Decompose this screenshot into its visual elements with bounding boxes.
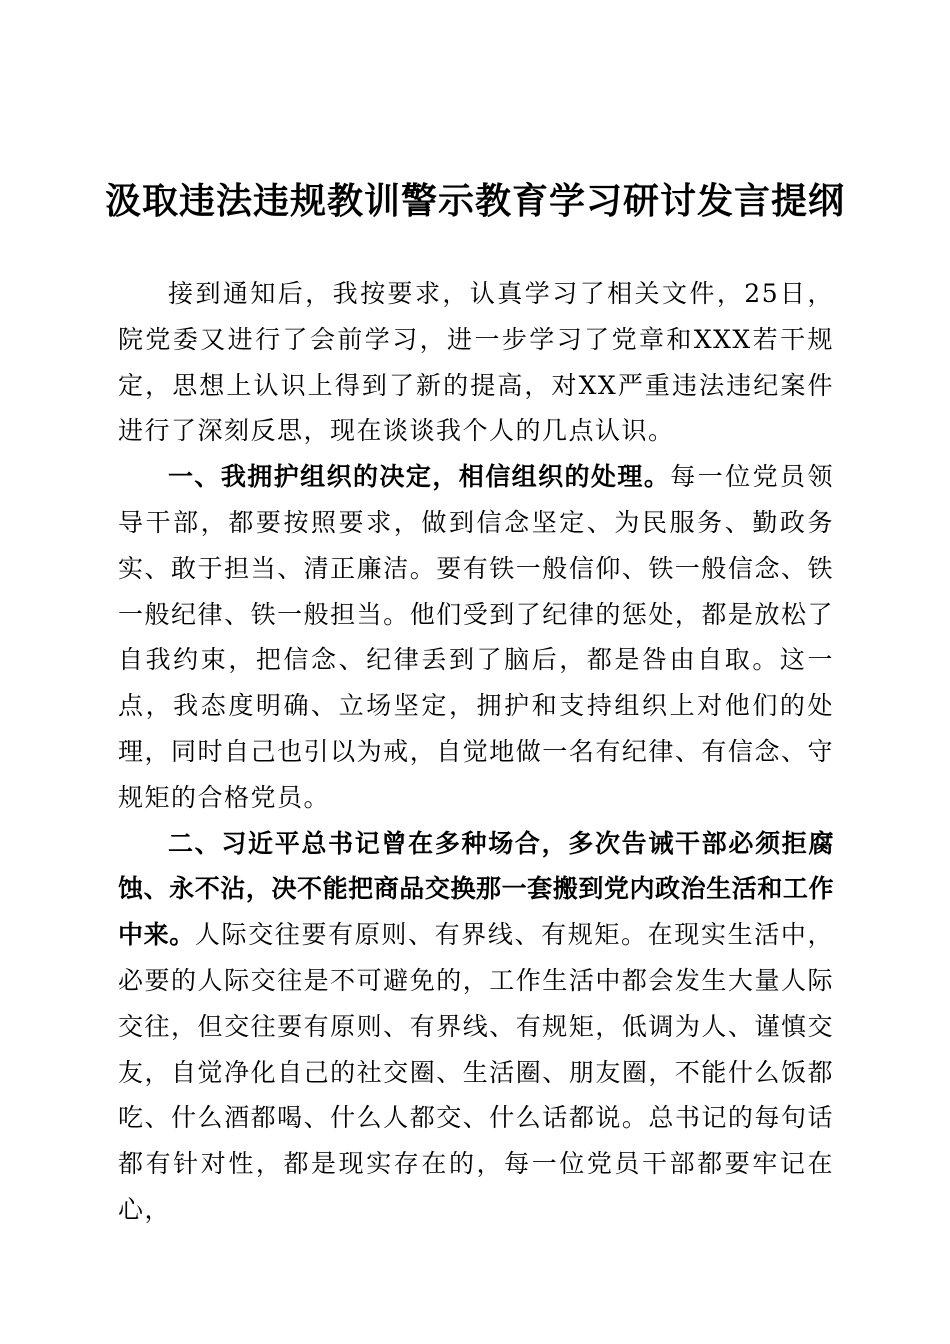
paragraph-intro — [118, 271, 834, 454]
paragraph-text: 接到通知后，我按要求，认真学习了相关文件，25日，院党委又进行了会前学习，进一步学习了党章和XXX若干规定，思想上认识上得到了新的提高，对XX严重违法违纪案件进行了深刻反思，现在谈谈我个人的几点认识。 — [118, 279, 834, 446]
paragraph-text: 人际交往要有原则、有界线、有规矩。在现实生活中，必要的人际交往是不可避免的，工作生活中都会发生大量人际交往，但交往要有原则、有界线、有规矩，低调为人、谨慎交友，自觉净化自己的社交圈、生活圈、朋友圈，不能什么饭都吃、什么酒都喝、什么人都交、什么话都说。总书记的每句话都有针对性，都是现实存在的，每一位党员干部都要牢记在心， — [118, 920, 834, 1224]
document-body — [118, 271, 834, 1233]
paragraph-text: 每一位党员领导干部，都要按照要求，做到信念坚定、为民服务、勤政务实、敢于担当、清正廉洁。要有铁一般信仰、铁一般信念、铁一般纪律、铁一般担当。他们受到了纪律的惩处，都是放松了自我约束，把信念、纪律丢到了脑后，都是咎由自取。这一点，我态度明确、立场坚定，拥护和支持组织上对他们的处理，同时自己也引以为戒，自觉地做一名有纪律、有信念、守规矩的合格党员。 — [118, 462, 834, 812]
paragraph-section-2 — [118, 821, 834, 1233]
paragraph-lead: 一、我拥护组织的决定，相信组织的处理。 — [168, 462, 671, 492]
paragraph-section-1 — [118, 454, 834, 820]
paragraph-lead: 二、习近平总书记曾在多种场合，多次告诫干部必须拒腐蚀、永不沾，决不能把商品交换那一套搬到党内政治生活和工作中来。 — [118, 828, 834, 950]
document-title: 汲取违法违规教训警示教育学习研讨发言提纲 — [104, 180, 845, 222]
